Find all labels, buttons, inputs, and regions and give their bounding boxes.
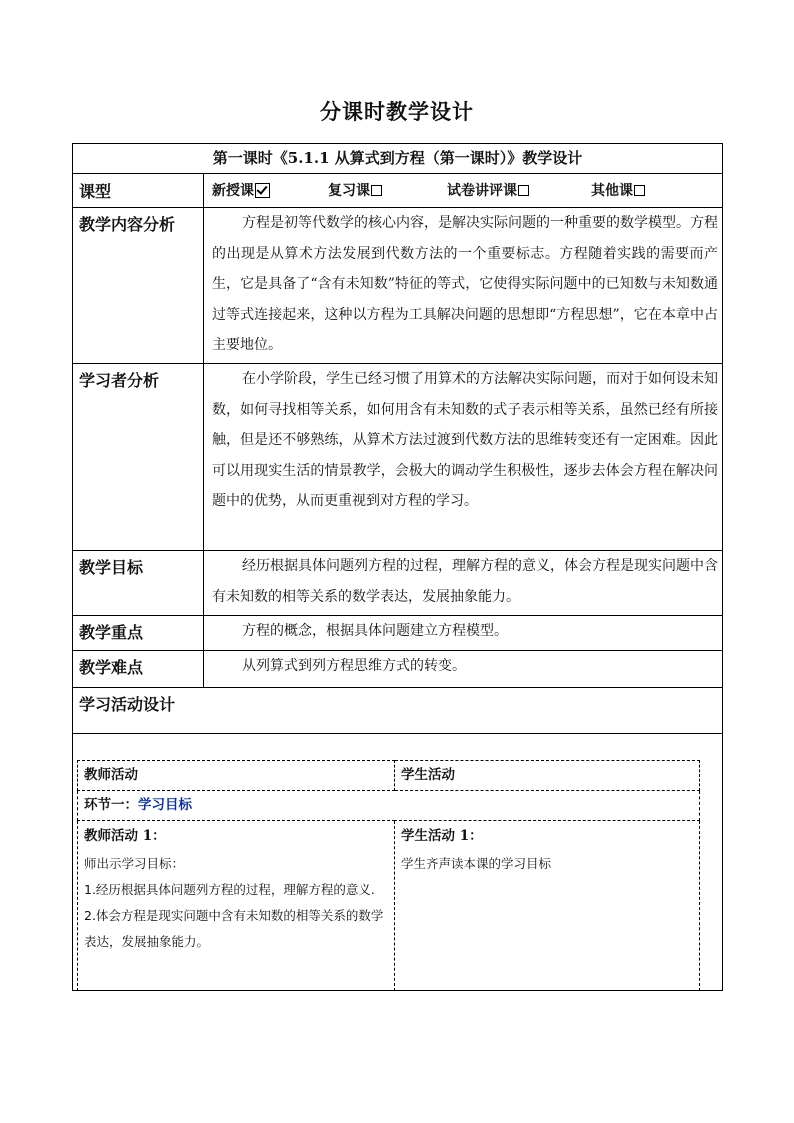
key-points-label: 教学重点 <box>73 616 204 651</box>
teacher-activity-title: 教师活动 1： <box>84 828 166 844</box>
objectives-label: 教学目标 <box>73 551 204 616</box>
lesson-header: 第一课时《5.1.1 从算式到方程（第一课时）》教学设计 <box>73 144 723 174</box>
section-name: 学习目标 <box>138 797 192 813</box>
objectives-text: 经历根据具体问题列方程的过程，理解方程的意义，体会方程是现实问题中含有未知数的相等关系的数学表达，发展抽象能力。 <box>204 551 723 616</box>
activity-table <box>77 760 700 991</box>
option-review[interactable]: 复习课 <box>328 180 382 200</box>
content-analysis-text: 方程是初等代数学的核心内容，是解决实际问题的一种重要的数学模型。方程的出现是从算术方法发展到代数方法的一个重要标志。方程随着实践的需要而产生，它是具备了“含有未知数”特征的等式，它使得实际问题中的已知数与未知数通过等式连接起来，这种以方程为工具解决问题的思想即“方程思想”，它在本章中占主要地位。 <box>204 208 723 364</box>
teacher-line: 1.经历根据具体问题列方程的过程，理解方程的意义. <box>84 882 375 897</box>
section-prefix: 环节一： <box>84 797 138 813</box>
student-activity-cell <box>395 821 700 991</box>
teacher-line: 2.体会方程是现实问题中含有未知数的相等关系的数学表达，发展抽象能力。 <box>84 908 384 949</box>
key-points-text: 方程的概念，根据具体问题建立方程模型。 <box>204 616 723 651</box>
page-title: 分课时教学设计 <box>320 99 474 124</box>
learner-analysis-text: 在小学阶段，学生已经习惯了用算术的方法解决实际问题，而对于如何设未知数，如何寻找相等关系，如何用含有未知数的式子表示相等关系，虽然已经有所接触，但是还不够熟练，从算术方法过渡到代数方法的思维转变还有一定困难。因此可以用现实生活的情景教学，会极大的调动学生积极性，逐步去体会方程在解决问题中的优势，从而更重视到对方程的学习。 <box>204 364 723 551</box>
course-type-label: 课型 <box>73 174 204 208</box>
checkbox-icon[interactable] <box>518 185 529 196</box>
checkbox-icon[interactable] <box>634 185 645 196</box>
student-line: 学生齐声读本课的学习目标 <box>401 856 552 871</box>
option-other[interactable]: 其他课 <box>591 180 645 200</box>
course-type-options <box>204 174 723 208</box>
difficulties-text: 从列算式到列方程思维方式的转变。 <box>204 651 723 688</box>
option-new-lesson[interactable]: 新授课 <box>212 180 270 200</box>
activity-design-area <box>73 734 723 991</box>
difficulties-label: 教学难点 <box>73 651 204 688</box>
activity-design-label: 学习活动设计 <box>73 688 723 734</box>
learner-analysis-label: 学习者分析 <box>73 364 204 551</box>
content-analysis-label: 教学内容分析 <box>73 208 204 364</box>
teacher-activity-cell <box>78 821 395 991</box>
checkbox-icon[interactable] <box>371 185 382 196</box>
option-exam-review[interactable]: 试卷讲评课 <box>447 180 529 200</box>
section-one-row <box>78 791 700 821</box>
teacher-line: 师出示学习目标： <box>84 856 185 871</box>
student-activity-title: 学生活动 1： <box>401 828 483 844</box>
teacher-column-header: 教师活动 <box>78 761 395 791</box>
checked-checkbox-icon[interactable] <box>255 183 270 198</box>
student-column-header: 学生活动 <box>395 761 700 791</box>
lesson-design-table <box>72 143 723 991</box>
